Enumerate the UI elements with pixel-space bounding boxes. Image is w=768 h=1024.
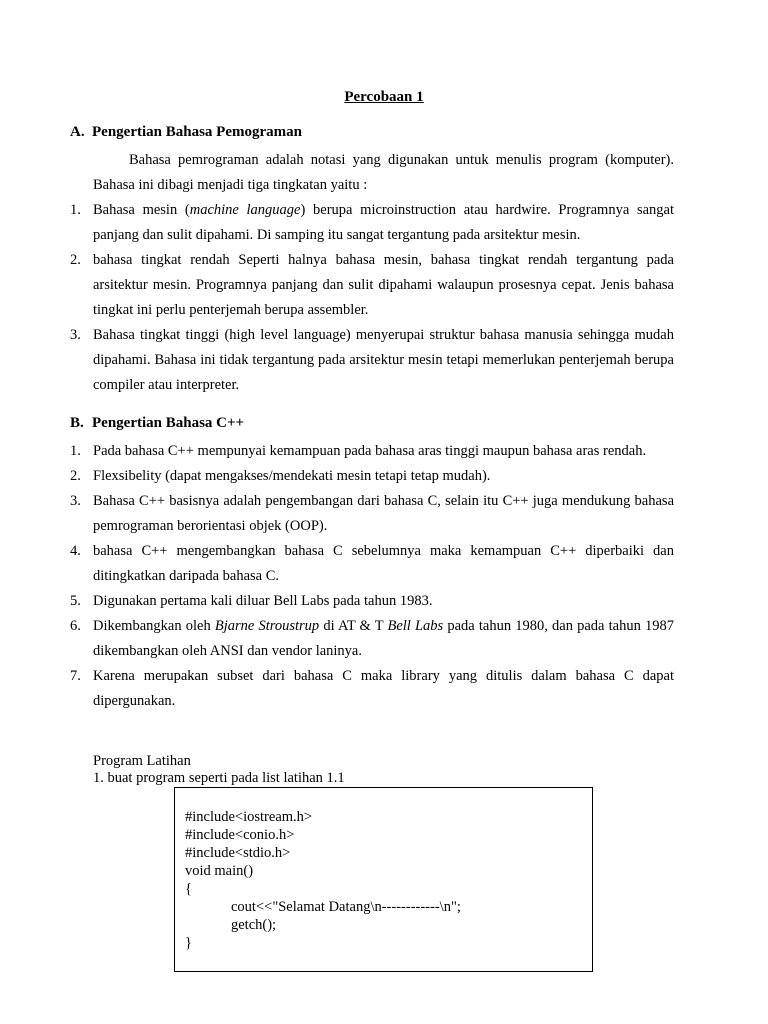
list-item-number: 3. bbox=[70, 493, 81, 509]
section-a-heading bbox=[70, 124, 302, 141]
section-b-list bbox=[70, 439, 674, 714]
program-heading: Program Latihan bbox=[93, 753, 191, 769]
section-a-intro bbox=[93, 148, 674, 198]
section-b-title: Pengertian Bahasa C++ bbox=[92, 415, 245, 431]
list-item-emphasis: Bell Labs bbox=[387, 618, 444, 634]
list-item bbox=[70, 589, 674, 614]
list-item-text: Bahasa C++ basisnya adalah pengembangan dari bahasa C, selain itu C++ juga mendukung bahasa pemrograman berorientasi objek (OOP). bbox=[93, 493, 674, 534]
list-item-text: ) berupa microinstruction atau hardwire. Programnya sangat panjang dan sulit dipahami. Di samping itu sangat tergantung pada arsitektur mesin. bbox=[93, 202, 674, 243]
code-line: #include<stdio.h> bbox=[185, 845, 291, 861]
list-item bbox=[70, 248, 674, 323]
list-item-text: pada tahun 1980, dan pada tahun 1987 dikembangkan oleh ANSI dan vendor laninya. bbox=[93, 618, 674, 659]
section-b-heading bbox=[70, 415, 244, 432]
section-a-intro-text: Bahasa pemrograman adalah notasi yang digunakan untuk menulis program (komputer). Bahasa ini dibagi menjadi tiga tingkatan yaitu : bbox=[93, 152, 674, 193]
list-item-text: Bahasa mesin ( bbox=[93, 202, 190, 218]
page-title: Percobaan 1 bbox=[344, 89, 424, 105]
list-item-number: 7. bbox=[70, 668, 81, 684]
code-line: cout<<"Selamat Datang\n------------\n"; bbox=[231, 899, 461, 915]
list-item bbox=[70, 323, 674, 398]
list-item-text: bahasa tingkat rendah Seperti halnya bahasa mesin, bahasa tingkat rendah tergantung pada arsitektur mesin. Programnya panjang dan sulit dipahami walaupun prosesnya cepat. Jenis bahasa tingkat ini perlu penterjemah berupa assembler. bbox=[93, 252, 674, 318]
list-item-text: di AT & T bbox=[319, 618, 388, 634]
section-a-letter: A. bbox=[70, 124, 85, 140]
list-item-text: Karena merupakan subset dari bahasa C maka library yang ditulis dalam bahasa C dapat dipergunakan. bbox=[93, 668, 674, 709]
list-item bbox=[70, 539, 674, 589]
list-item-number: 6. bbox=[70, 618, 81, 634]
list-item-number: 3. bbox=[70, 327, 81, 343]
list-item-emphasis: machine language bbox=[189, 202, 301, 218]
list-item bbox=[70, 489, 674, 539]
list-item-text: Dikembangkan oleh bbox=[93, 618, 215, 634]
list-item-text: bahasa C++ mengembangkan bahasa C sebelumnya maka kemampuan C++ diperbaiki dan ditingkatkan daripada bahasa C. bbox=[93, 543, 674, 584]
list-item-text: Flexsibelity (dapat mengakses/mendekati mesin tetapi tetap mudah). bbox=[93, 468, 491, 484]
list-item-number: 2. bbox=[70, 252, 81, 268]
list-item bbox=[70, 464, 674, 489]
list-item-number: 1. bbox=[70, 202, 81, 218]
code-line: #include<conio.h> bbox=[185, 827, 295, 843]
section-a-list bbox=[70, 198, 674, 398]
list-item-number: 1. bbox=[70, 443, 81, 459]
list-item-text: Pada bahasa C++ mempunyai kemampuan pada bahasa aras tinggi maupun bahasa aras rendah. bbox=[93, 443, 647, 459]
list-item-number: 2. bbox=[70, 468, 81, 484]
code-listing-box bbox=[174, 787, 593, 972]
code-line: #include<iostream.h> bbox=[185, 809, 313, 825]
program-task: 1. buat program seperti pada list latihan 1.1 bbox=[93, 770, 345, 786]
list-item-number: 5. bbox=[70, 593, 81, 609]
list-item-text: Bahasa tingkat tinggi (high level language) menyerupai struktur bahasa manusia sehingga mudah dipahami. Bahasa ini tidak tergantung pada arsitektur mesin tetapi memerlukan penterjemah berupa compiler atau interpreter. bbox=[93, 327, 674, 393]
code-line: void main() bbox=[185, 863, 254, 879]
code-line: } bbox=[185, 935, 192, 951]
list-item bbox=[70, 664, 674, 714]
list-item bbox=[70, 614, 674, 664]
list-item bbox=[70, 439, 674, 464]
list-item bbox=[70, 198, 674, 248]
section-b-letter: B. bbox=[70, 415, 84, 431]
section-a-title: Pengertian Bahasa Pemograman bbox=[92, 124, 302, 140]
list-item-number: 4. bbox=[70, 543, 81, 559]
code-line: { bbox=[185, 881, 192, 897]
list-item-text: Digunakan pertama kali diluar Bell Labs pada tahun 1983. bbox=[93, 593, 433, 609]
list-item-emphasis: Bjarne Stroustrup bbox=[214, 618, 320, 634]
code-line: getch(); bbox=[231, 917, 277, 933]
